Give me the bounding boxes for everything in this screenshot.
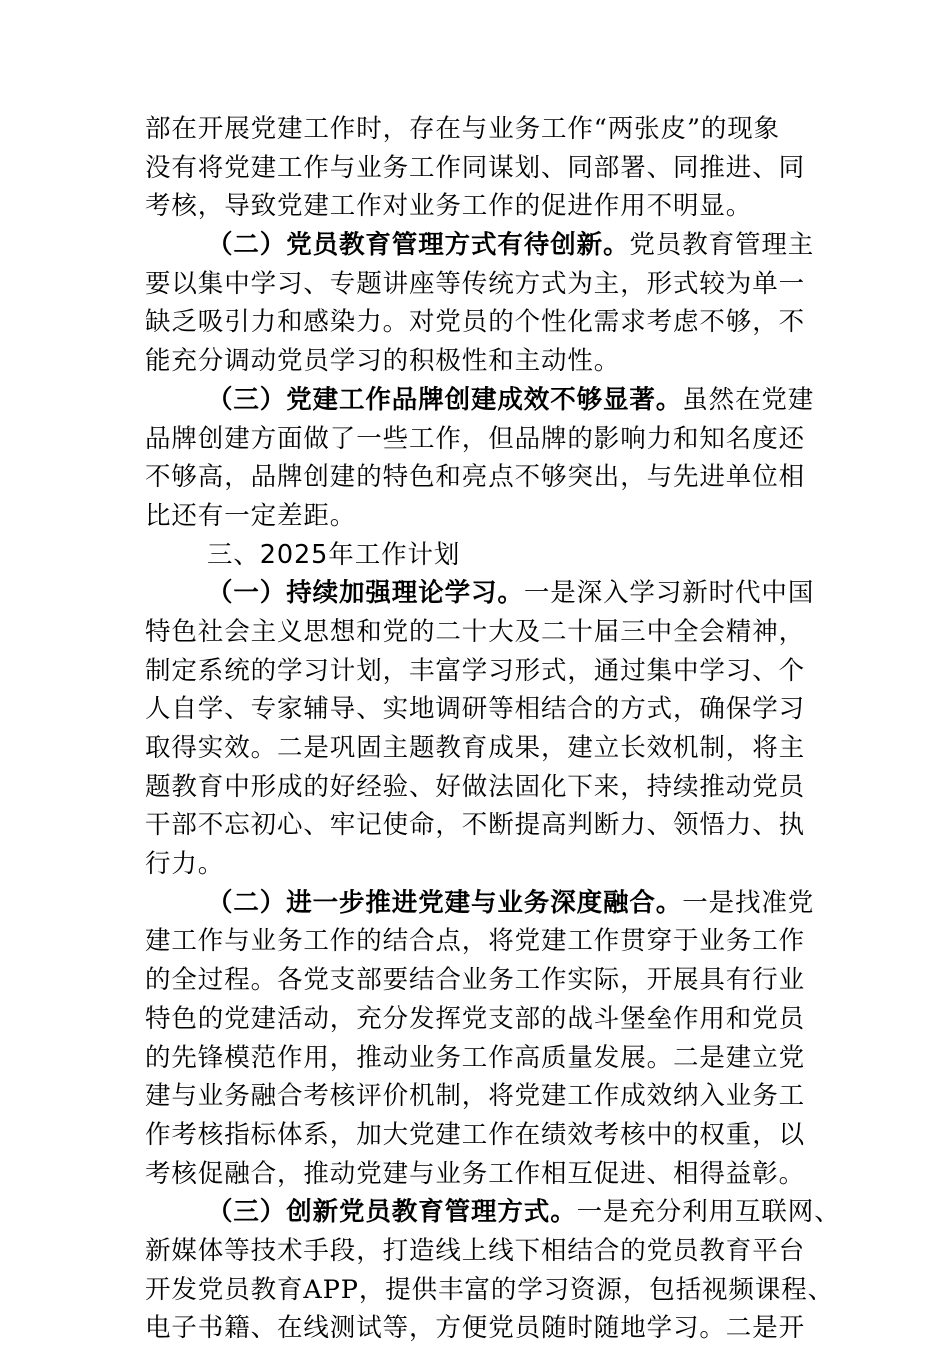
paragraph-text: 一是充分利用互联网、	[576, 1197, 841, 1228]
text-line: 能充分调动党员学习的积极性和主动性。	[145, 346, 621, 377]
text-line: 的先锋模范作用，推动业务工作高质量发展。二是建立党	[145, 1042, 806, 1073]
text-line: 干部不忘初心、牢记使命，不断提高判断力、领悟力、执	[145, 810, 806, 841]
subsection-heading: （二）进一步推进党建与业务深度融合。	[207, 887, 683, 918]
subsection-heading: （一）持续加强理论学习。	[207, 578, 524, 609]
text-line: 建工作与业务工作的结合点，将党建工作贯穿于业务工作	[145, 926, 806, 957]
text-line: 人自学、专家辅导、实地调研等相结合的方式，确保学习	[145, 694, 806, 725]
text-line: 部在开展党建工作时，存在与业务工作“两张皮”的现象	[145, 114, 781, 144]
paragraph-first-line	[145, 574, 815, 613]
paragraph-first-line	[145, 381, 815, 420]
text-line: 考核促融合，推动党建与业务工作相互促进、相得益彰。	[145, 1158, 806, 1189]
text-line: 比还有一定差距。	[145, 500, 357, 531]
text-line: 缺乏吸引力和感染力。对党员的个性化需求考虑不够，不	[145, 307, 806, 338]
paragraph-text: 一是找准党	[682, 887, 815, 918]
paragraph-text: 虽然在党建	[682, 384, 815, 415]
text-line: 没有将党建工作与业务工作同谋划、同部署、同推进、同	[145, 152, 806, 183]
text-line: 特色社会主义思想和党的二十大及二十届三中全会精神，	[145, 616, 806, 647]
text-line: 品牌创建方面做了一些工作，但品牌的影响力和知名度还	[145, 423, 806, 454]
body-text	[145, 110, 841, 1348]
text-line: 要以集中学习、专题讲座等传统方式为主，形式较为单一	[145, 268, 806, 299]
text-line: 电子书籍、在线测试等，方便党员随时随地学习。二是开	[145, 1313, 806, 1344]
text-line: 建与业务融合考核评价机制，将党建工作成效纳入业务工	[145, 1081, 806, 1112]
text-line: 作考核指标体系，加大党建工作在绩效考核中的权重，以	[145, 1119, 806, 1150]
section-heading: 三、2025年工作计划	[207, 539, 461, 570]
text-line: 特色的党建活动，充分发挥党支部的战斗堡垒作用和党员	[145, 1003, 806, 1034]
subsection-heading: （二）党员教育管理方式有待创新。	[207, 230, 630, 261]
paragraph-first-line	[145, 884, 815, 923]
text-line: 行力。	[145, 849, 225, 880]
subsection-heading: （三）党建工作品牌创建成效不够显著。	[207, 384, 683, 415]
paragraph-first-line	[145, 1193, 841, 1232]
text-line: 考核，导致党建工作对业务工作的促进作用不明显。	[145, 191, 753, 222]
paragraph-text: 党员教育管理主	[629, 230, 815, 261]
text-line: 不够高，品牌创建的特色和亮点不够突出，与先进单位相	[145, 462, 806, 493]
text-line: 新媒体等技术手段，打造线上线下相结合的党员教育平台	[145, 1235, 806, 1266]
subsection-heading: （三）创新党员教育管理方式。	[207, 1197, 577, 1228]
text-line: 开发党员教育APP，提供丰富的学习资源，包括视频课程、	[145, 1274, 835, 1305]
text-line: 题教育中形成的好经验、好做法固化下来，持续推动党员	[145, 771, 806, 802]
text-line: 制定系统的学习计划，丰富学习形式，通过集中学习、个	[145, 655, 806, 686]
paragraph-text: 一是深入学习新时代中国	[523, 578, 815, 609]
text-line: 的全过程。各党支部要结合业务工作实际，开展具有行业	[145, 965, 806, 996]
paragraph-first-line	[145, 226, 815, 265]
text-line: 取得实效。二是巩固主题教育成果，建立长效机制，将主	[145, 733, 806, 763]
